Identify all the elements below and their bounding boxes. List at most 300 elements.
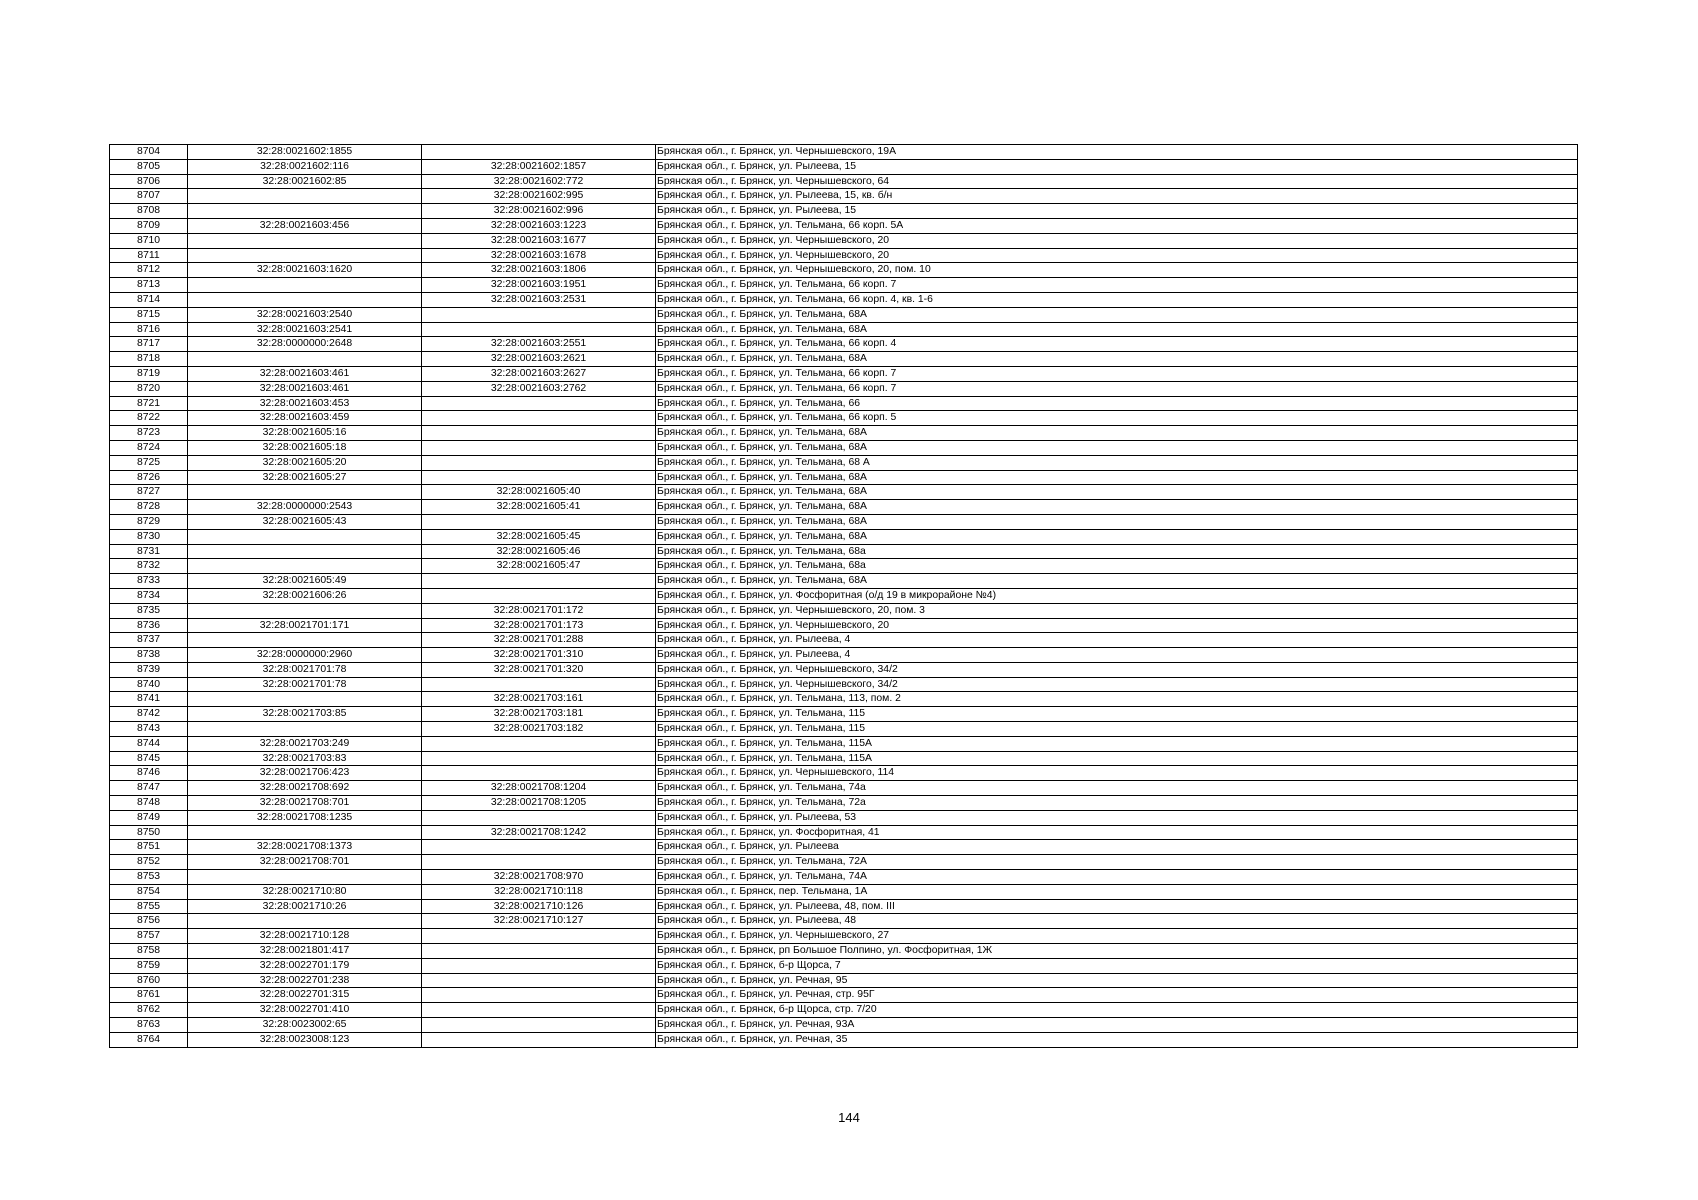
address-cell: Брянская обл., г. Брянск, ул. Рылеева, 48 [656, 914, 1578, 929]
address-cell: Брянская обл., г. Брянск, ул. Тельмана, 68А [656, 322, 1578, 337]
table-row [110, 781, 1578, 796]
building-number-cell: 32:28:0021605:41 [422, 500, 656, 515]
table-row [110, 810, 1578, 825]
building-number-cell [422, 855, 656, 870]
building-number-cell: 32:28:0021603:1678 [422, 248, 656, 263]
parcel-number-cell: 32:28:0021605:16 [188, 426, 422, 441]
row-number-cell: 8727 [110, 485, 188, 500]
address-cell: Брянская обл., г. Брянск, ул. Чернышевского, 20 [656, 618, 1578, 633]
building-number-cell: 32:28:0021602:1857 [422, 159, 656, 174]
parcel-number-cell: 32:28:0022701:179 [188, 958, 422, 973]
table-row [110, 322, 1578, 337]
building-number-cell: 32:28:0021603:2627 [422, 366, 656, 381]
table-row [110, 736, 1578, 751]
table-row [110, 307, 1578, 322]
address-cell: Брянская обл., г. Брянск, ул. Чернышевского, 34/2 [656, 662, 1578, 677]
building-number-cell [422, 396, 656, 411]
table-row [110, 396, 1578, 411]
row-number-cell: 8764 [110, 1032, 188, 1047]
address-cell: Брянская обл., г. Брянск, ул. Чернышевского, 20, пом. 3 [656, 603, 1578, 618]
row-number-cell: 8705 [110, 159, 188, 174]
address-cell: Брянская обл., г. Брянск, пер. Тельмана, 1А [656, 884, 1578, 899]
parcel-number-cell [188, 278, 422, 293]
registry-table [109, 144, 1578, 1048]
building-number-cell: 32:28:0021703:182 [422, 722, 656, 737]
building-number-cell [422, 958, 656, 973]
parcel-number-cell: 32:28:0021603:2541 [188, 322, 422, 337]
row-number-cell: 8713 [110, 278, 188, 293]
address-cell: Брянская обл., г. Брянск, ул. Тельмана, 68 А [656, 455, 1578, 470]
table-row [110, 958, 1578, 973]
row-number-cell: 8759 [110, 958, 188, 973]
parcel-number-cell: 32:28:0021603:461 [188, 366, 422, 381]
row-number-cell: 8743 [110, 722, 188, 737]
table-row [110, 751, 1578, 766]
address-cell: Брянская обл., г. Брянск, ул. Тельмана, 68А [656, 529, 1578, 544]
parcel-number-cell: 32:28:0021708:692 [188, 781, 422, 796]
row-number-cell: 8707 [110, 189, 188, 204]
parcel-number-cell: 32:28:0022701:238 [188, 973, 422, 988]
row-number-cell: 8717 [110, 337, 188, 352]
row-number-cell: 8745 [110, 751, 188, 766]
row-number-cell: 8732 [110, 559, 188, 574]
parcel-number-cell [188, 633, 422, 648]
building-number-cell: 32:28:0021710:118 [422, 884, 656, 899]
address-cell: Брянская обл., г. Брянск, ул. Тельмана, 68А [656, 574, 1578, 589]
parcel-number-cell: 32:28:0021605:27 [188, 470, 422, 485]
parcel-number-cell: 32:28:0021703:85 [188, 707, 422, 722]
address-cell: Брянская обл., г. Брянск, ул. Тельмана, 68а [656, 559, 1578, 574]
row-number-cell: 8709 [110, 218, 188, 233]
building-number-cell: 32:28:0021710:127 [422, 914, 656, 929]
row-number-cell: 8761 [110, 988, 188, 1003]
row-number-cell: 8724 [110, 440, 188, 455]
building-number-cell: 32:28:0021708:1204 [422, 781, 656, 796]
row-number-cell: 8708 [110, 204, 188, 219]
table-row [110, 1003, 1578, 1018]
building-number-cell [422, 810, 656, 825]
address-cell: Брянская обл., г. Брянск, ул. Тельмана, 115А [656, 751, 1578, 766]
row-number-cell: 8704 [110, 145, 188, 160]
parcel-number-cell: 32:28:0021603:459 [188, 411, 422, 426]
row-number-cell: 8748 [110, 796, 188, 811]
table-row [110, 411, 1578, 426]
table-row [110, 278, 1578, 293]
table-row [110, 352, 1578, 367]
parcel-number-cell: 32:28:0021603:453 [188, 396, 422, 411]
parcel-number-cell [188, 603, 422, 618]
table-row [110, 692, 1578, 707]
building-number-cell [422, 988, 656, 1003]
address-cell: Брянская обл., г. Брянск, ул. Рылеева, 4 [656, 648, 1578, 663]
building-number-cell [422, 840, 656, 855]
table-row [110, 233, 1578, 248]
row-number-cell: 8731 [110, 544, 188, 559]
parcel-number-cell: 32:28:0021701:171 [188, 618, 422, 633]
registry-body [110, 145, 1578, 1048]
address-cell: Брянская обл., г. Брянск, ул. Чернышевского, 34/2 [656, 677, 1578, 692]
table-row [110, 899, 1578, 914]
building-number-cell: 32:28:0021708:970 [422, 870, 656, 885]
row-number-cell: 8760 [110, 973, 188, 988]
row-number-cell: 8722 [110, 411, 188, 426]
table-row [110, 973, 1578, 988]
table-row [110, 174, 1578, 189]
table-row [110, 544, 1578, 559]
parcel-number-cell [188, 529, 422, 544]
building-number-cell: 32:28:0021603:1806 [422, 263, 656, 278]
address-cell: Брянская обл., г. Брянск, ул. Чернышевского, 64 [656, 174, 1578, 189]
building-number-cell: 32:28:0021605:47 [422, 559, 656, 574]
building-number-cell: 32:28:0021603:1951 [422, 278, 656, 293]
address-cell: Брянская обл., г. Брянск, ул. Тельмана, 68А [656, 426, 1578, 441]
building-number-cell [422, 766, 656, 781]
address-cell: Брянская обл., г. Брянск, ул. Тельмана, 72а [656, 796, 1578, 811]
address-cell: Брянская обл., г. Брянск, ул. Рылеева [656, 840, 1578, 855]
row-number-cell: 8753 [110, 870, 188, 885]
parcel-number-cell: 32:28:0021603:2540 [188, 307, 422, 322]
address-cell: Брянская обл., г. Брянск, ул. Тельмана, 66 корп. 5А [656, 218, 1578, 233]
row-number-cell: 8758 [110, 944, 188, 959]
parcel-number-cell: 32:28:0021701:78 [188, 677, 422, 692]
row-number-cell: 8710 [110, 233, 188, 248]
address-cell: Брянская обл., г. Брянск, б-р Щорса, стр. 7/20 [656, 1003, 1578, 1018]
address-cell: Брянская обл., г. Брянск, б-р Щорса, 7 [656, 958, 1578, 973]
address-cell: Брянская обл., г. Брянск, ул. Тельмана, 66 корп. 7 [656, 381, 1578, 396]
row-number-cell: 8721 [110, 396, 188, 411]
row-number-cell: 8736 [110, 618, 188, 633]
parcel-number-cell [188, 544, 422, 559]
address-cell: Брянская обл., г. Брянск, ул. Тельмана, 115 [656, 707, 1578, 722]
building-number-cell: 32:28:0021708:1242 [422, 825, 656, 840]
row-number-cell: 8755 [110, 899, 188, 914]
parcel-number-cell [188, 914, 422, 929]
table-row [110, 189, 1578, 204]
row-number-cell: 8720 [110, 381, 188, 396]
parcel-number-cell: 32:28:0023002:65 [188, 1018, 422, 1033]
table-row [110, 366, 1578, 381]
parcel-number-cell: 32:28:0023008:123 [188, 1032, 422, 1047]
parcel-number-cell [188, 189, 422, 204]
table-row [110, 529, 1578, 544]
row-number-cell: 8763 [110, 1018, 188, 1033]
row-number-cell: 8762 [110, 1003, 188, 1018]
parcel-number-cell: 32:28:0000000:2543 [188, 500, 422, 515]
table-row [110, 603, 1578, 618]
parcel-number-cell: 32:28:0021603:456 [188, 218, 422, 233]
table-row [110, 500, 1578, 515]
building-number-cell [422, 470, 656, 485]
address-cell: Брянская обл., г. Брянск, ул. Тельмана, 74а [656, 781, 1578, 796]
address-cell: Брянская обл., г. Брянск, ул. Тельмана, 66 корп. 7 [656, 366, 1578, 381]
table-row [110, 218, 1578, 233]
building-number-cell: 32:28:0021603:2621 [422, 352, 656, 367]
row-number-cell: 8744 [110, 736, 188, 751]
table-row [110, 825, 1578, 840]
building-number-cell: 32:28:0021701:172 [422, 603, 656, 618]
row-number-cell: 8746 [110, 766, 188, 781]
address-cell: Брянская обл., г. Брянск, ул. Тельмана, 68А [656, 470, 1578, 485]
parcel-number-cell [188, 352, 422, 367]
address-cell: Брянская обл., г. Брянск, ул. Чернышевского, 114 [656, 766, 1578, 781]
building-number-cell: 32:28:0021602:995 [422, 189, 656, 204]
parcel-number-cell [188, 233, 422, 248]
address-cell: Брянская обл., г. Брянск, ул. Рылеева, 15 [656, 204, 1578, 219]
row-number-cell: 8741 [110, 692, 188, 707]
parcel-number-cell: 32:28:0021703:249 [188, 736, 422, 751]
building-number-cell [422, 677, 656, 692]
building-number-cell [422, 145, 656, 160]
building-number-cell [422, 1032, 656, 1047]
parcel-number-cell: 32:28:0022701:410 [188, 1003, 422, 1018]
parcel-number-cell [188, 559, 422, 574]
table-row [110, 988, 1578, 1003]
table-row [110, 1018, 1578, 1033]
address-cell: Брянская обл., г. Брянск, ул. Речная, 35 [656, 1032, 1578, 1047]
parcel-number-cell: 32:28:0021605:49 [188, 574, 422, 589]
building-number-cell [422, 574, 656, 589]
address-cell: Брянская обл., г. Брянск, ул. Тельмана, 72А [656, 855, 1578, 870]
parcel-number-cell [188, 825, 422, 840]
table-row [110, 514, 1578, 529]
parcel-number-cell: 32:28:0021706:423 [188, 766, 422, 781]
parcel-number-cell: 32:28:0021708:701 [188, 855, 422, 870]
row-number-cell: 8739 [110, 662, 188, 677]
parcel-number-cell: 32:28:0021708:1373 [188, 840, 422, 855]
table-row [110, 766, 1578, 781]
building-number-cell: 32:28:0021701:310 [422, 648, 656, 663]
address-cell: Брянская обл., г. Брянск, ул. Рылеева, 4 [656, 633, 1578, 648]
address-cell: Брянская обл., г. Брянск, ул. Тельмана, 74А [656, 870, 1578, 885]
parcel-number-cell [188, 722, 422, 737]
parcel-number-cell: 32:28:0021801:417 [188, 944, 422, 959]
table-row [110, 1032, 1578, 1047]
parcel-number-cell: 32:28:0021708:701 [188, 796, 422, 811]
row-number-cell: 8728 [110, 500, 188, 515]
building-number-cell [422, 455, 656, 470]
row-number-cell: 8740 [110, 677, 188, 692]
table-row [110, 455, 1578, 470]
building-number-cell: 32:28:0021602:772 [422, 174, 656, 189]
building-number-cell: 32:28:0021701:288 [422, 633, 656, 648]
parcel-number-cell: 32:28:0000000:2648 [188, 337, 422, 352]
table-row [110, 440, 1578, 455]
address-cell: Брянская обл., г. Брянск, ул. Тельмана, 68А [656, 352, 1578, 367]
table-row [110, 722, 1578, 737]
parcel-number-cell: 32:28:0021710:80 [188, 884, 422, 899]
row-number-cell: 8756 [110, 914, 188, 929]
table-row [110, 588, 1578, 603]
address-cell: Брянская обл., г. Брянск, ул. Тельмана, 115 [656, 722, 1578, 737]
row-number-cell: 8737 [110, 633, 188, 648]
address-cell: Брянская обл., г. Брянск, ул. Рылеева, 15, кв. б/н [656, 189, 1578, 204]
table-row [110, 677, 1578, 692]
table-row [110, 204, 1578, 219]
row-number-cell: 8757 [110, 929, 188, 944]
building-number-cell [422, 929, 656, 944]
parcel-number-cell [188, 292, 422, 307]
building-number-cell: 32:28:0021603:2551 [422, 337, 656, 352]
table-row [110, 648, 1578, 663]
table-row [110, 840, 1578, 855]
building-number-cell [422, 307, 656, 322]
parcel-number-cell: 32:28:0021606:26 [188, 588, 422, 603]
building-number-cell [422, 973, 656, 988]
parcel-number-cell [188, 692, 422, 707]
building-number-cell [422, 736, 656, 751]
row-number-cell: 8718 [110, 352, 188, 367]
address-cell: Брянская обл., г. Брянск, ул. Тельмана, 68А [656, 307, 1578, 322]
row-number-cell: 8725 [110, 455, 188, 470]
parcel-number-cell: 32:28:0021708:1235 [188, 810, 422, 825]
parcel-number-cell [188, 204, 422, 219]
table-row [110, 159, 1578, 174]
table-row [110, 263, 1578, 278]
address-cell: Брянская обл., г. Брянск, ул. Речная, стр. 95Г [656, 988, 1578, 1003]
address-cell: Брянская обл., г. Брянск, ул. Тельмана, 68А [656, 500, 1578, 515]
building-number-cell: 32:28:0021703:181 [422, 707, 656, 722]
row-number-cell: 8730 [110, 529, 188, 544]
address-cell: Брянская обл., г. Брянск, ул. Тельмана, 66 [656, 396, 1578, 411]
table-row [110, 574, 1578, 589]
building-number-cell: 32:28:0021701:173 [422, 618, 656, 633]
page-number: 144 [838, 1110, 860, 1125]
table-row [110, 470, 1578, 485]
building-number-cell [422, 751, 656, 766]
building-number-cell: 32:28:0021602:996 [422, 204, 656, 219]
building-number-cell: 32:28:0021603:2531 [422, 292, 656, 307]
parcel-number-cell: 32:28:0021701:78 [188, 662, 422, 677]
building-number-cell: 32:28:0021605:45 [422, 529, 656, 544]
building-number-cell: 32:28:0021603:2762 [422, 381, 656, 396]
building-number-cell [422, 1018, 656, 1033]
row-number-cell: 8742 [110, 707, 188, 722]
parcel-number-cell: 32:28:0022701:315 [188, 988, 422, 1003]
building-number-cell: 32:28:0021710:126 [422, 899, 656, 914]
address-cell: Брянская обл., г. Брянск, ул. Тельмана, 113, пом. 2 [656, 692, 1578, 707]
address-cell: Брянская обл., г. Брянск, ул. Чернышевского, 20 [656, 248, 1578, 263]
table-row [110, 870, 1578, 885]
row-number-cell: 8752 [110, 855, 188, 870]
address-cell: Брянская обл., г. Брянск, рп Большое Полпино, ул. Фосфоритная, 1Ж [656, 944, 1578, 959]
table-row [110, 884, 1578, 899]
table-row [110, 944, 1578, 959]
row-number-cell: 8734 [110, 588, 188, 603]
row-number-cell: 8719 [110, 366, 188, 381]
address-cell: Брянская обл., г. Брянск, ул. Тельмана, 68А [656, 485, 1578, 500]
address-cell: Брянская обл., г. Брянск, ул. Рылеева, 48, пом. III [656, 899, 1578, 914]
address-cell: Брянская обл., г. Брянск, ул. Тельмана, 115А [656, 736, 1578, 751]
table-row [110, 248, 1578, 263]
address-cell: Брянская обл., г. Брянск, ул. Речная, 95 [656, 973, 1578, 988]
row-number-cell: 8754 [110, 884, 188, 899]
table-row [110, 381, 1578, 396]
parcel-number-cell: 32:28:0021605:43 [188, 514, 422, 529]
table-row [110, 662, 1578, 677]
row-number-cell: 8751 [110, 840, 188, 855]
table-row [110, 855, 1578, 870]
address-cell: Брянская обл., г. Брянск, ул. Чернышевского, 20, пом. 10 [656, 263, 1578, 278]
table-row [110, 914, 1578, 929]
address-cell: Брянская обл., г. Брянск, ул. Речная, 93А [656, 1018, 1578, 1033]
building-number-cell: 32:28:0021605:40 [422, 485, 656, 500]
row-number-cell: 8735 [110, 603, 188, 618]
row-number-cell: 8714 [110, 292, 188, 307]
building-number-cell: 32:28:0021603:1223 [422, 218, 656, 233]
parcel-number-cell: 32:28:0021605:20 [188, 455, 422, 470]
table-row [110, 618, 1578, 633]
address-cell: Брянская обл., г. Брянск, ул. Чернышевского, 19А [656, 145, 1578, 160]
row-number-cell: 8715 [110, 307, 188, 322]
table-row [110, 796, 1578, 811]
row-number-cell: 8712 [110, 263, 188, 278]
table-row [110, 485, 1578, 500]
row-number-cell: 8726 [110, 470, 188, 485]
address-cell: Брянская обл., г. Брянск, ул. Фосфоритная, 41 [656, 825, 1578, 840]
table-row [110, 559, 1578, 574]
building-number-cell [422, 411, 656, 426]
table-row [110, 929, 1578, 944]
parcel-number-cell: 32:28:0021602:85 [188, 174, 422, 189]
parcel-number-cell [188, 870, 422, 885]
parcel-number-cell: 32:28:0021710:128 [188, 929, 422, 944]
address-cell: Брянская обл., г. Брянск, ул. Фосфоритная (о/д 19 в микрорайоне №4) [656, 588, 1578, 603]
building-number-cell [422, 426, 656, 441]
address-cell: Брянская обл., г. Брянск, ул. Чернышевского, 20 [656, 233, 1578, 248]
address-cell: Брянская обл., г. Брянск, ул. Чернышевского, 27 [656, 929, 1578, 944]
parcel-number-cell: 32:28:0021603:461 [188, 381, 422, 396]
parcel-number-cell: 32:28:0021602:116 [188, 159, 422, 174]
parcel-number-cell: 32:28:0000000:2960 [188, 648, 422, 663]
building-number-cell: 32:28:0021703:161 [422, 692, 656, 707]
parcel-number-cell: 32:28:0021605:18 [188, 440, 422, 455]
building-number-cell [422, 944, 656, 959]
parcel-number-cell [188, 485, 422, 500]
building-number-cell [422, 588, 656, 603]
address-cell: Брянская обл., г. Брянск, ул. Тельмана, 68А [656, 514, 1578, 529]
address-cell: Брянская обл., г. Брянск, ул. Тельмана, 66 корп. 5 [656, 411, 1578, 426]
row-number-cell: 8733 [110, 574, 188, 589]
address-cell: Брянская обл., г. Брянск, ул. Рылеева, 53 [656, 810, 1578, 825]
parcel-number-cell: 32:28:0021703:83 [188, 751, 422, 766]
row-number-cell: 8749 [110, 810, 188, 825]
table-row [110, 145, 1578, 160]
row-number-cell: 8711 [110, 248, 188, 263]
address-cell: Брянская обл., г. Брянск, ул. Тельмана, 68а [656, 544, 1578, 559]
row-number-cell: 8747 [110, 781, 188, 796]
building-number-cell: 32:28:0021603:1677 [422, 233, 656, 248]
building-number-cell: 32:28:0021605:46 [422, 544, 656, 559]
building-number-cell [422, 322, 656, 337]
table-row [110, 337, 1578, 352]
row-number-cell: 8716 [110, 322, 188, 337]
table-row [110, 292, 1578, 307]
address-cell: Брянская обл., г. Брянск, ул. Рылеева, 15 [656, 159, 1578, 174]
address-cell: Брянская обл., г. Брянск, ул. Тельмана, 66 корп. 7 [656, 278, 1578, 293]
address-cell: Брянская обл., г. Брянск, ул. Тельмана, 68А [656, 440, 1578, 455]
building-number-cell: 32:28:0021701:320 [422, 662, 656, 677]
table-row [110, 633, 1578, 648]
table-row [110, 707, 1578, 722]
parcel-number-cell [188, 248, 422, 263]
row-number-cell: 8729 [110, 514, 188, 529]
building-number-cell [422, 514, 656, 529]
row-number-cell: 8750 [110, 825, 188, 840]
row-number-cell: 8706 [110, 174, 188, 189]
row-number-cell: 8738 [110, 648, 188, 663]
building-number-cell [422, 1003, 656, 1018]
parcel-number-cell: 32:28:0021603:1620 [188, 263, 422, 278]
